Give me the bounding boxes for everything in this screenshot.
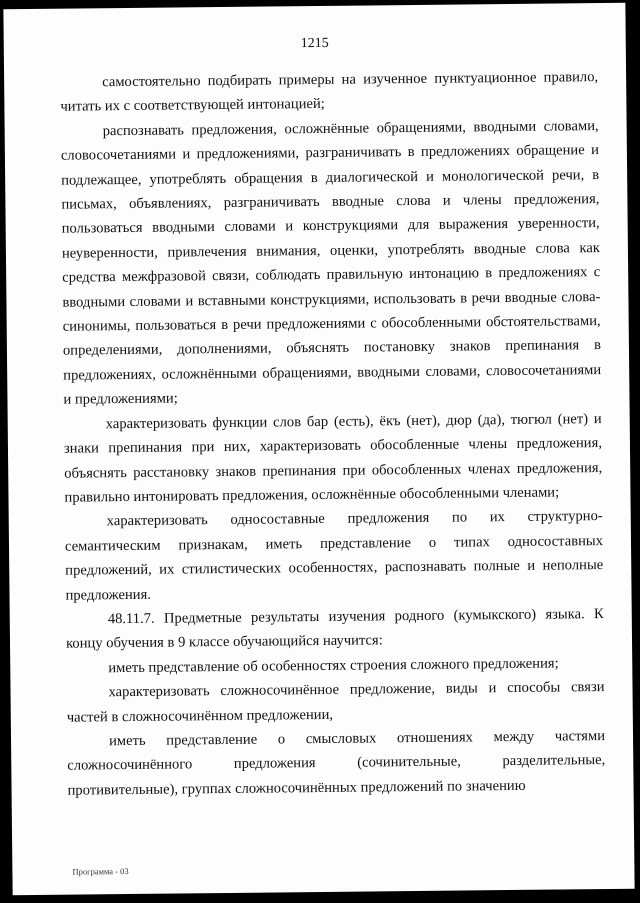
paragraph: распознавать предложения, осложнённые обращениями, вводными словами, словосочетаниями и предложениями, разграничивать в предложениях обращение и подлежащее, употреблять обращения в диалогической и монологической речи, в письмах, объявлениях, разграничивать вводные слова и члены предложения, пользоваться вводными словами и конструкциями для выражения уверенности, неуверенности, привлечения внимания, оценки, употреблять вводные слова как средства межфразовой связи, соблюдать правильную интонацию в предложениях с вводными словами и вставными конструкциями, использовать в речи вводные слова-синонимы, пользоваться в речи предложениями с обособленными обстоятельствами, определениями, дополнениями, объяснять постановку знаков препинания в предложениях, осложнёнными обращениями, вводными словами, словосочетаниями и предложениями; <box>60 117 602 408</box>
paragraph: характеризовать односоставные предложения по их структурно-семантическим признакам, иметь представление о типах односоставных предложений, их стилистических особенностях, распознавать полные и неполные предложения. <box>64 508 604 604</box>
paragraph: иметь представление о смысловых отношениях между частями сложносочинённого предложения (сочинительные, разделительные, противительные), группах сложносочинённых предложений по значению <box>67 727 606 799</box>
paragraph: иметь представление об особенностях строения сложного предложения; <box>108 655 559 676</box>
paragraph: характеризовать сложносочинённое предложение, виды и способы связи частей в сложносочинённом предложении, <box>66 679 605 726</box>
page-body <box>60 65 606 803</box>
document-page <box>3 3 634 895</box>
paragraph: самостоятельно подбирать примеры на изученное пунктуационное правило, читать их с соответствующей интонацией; <box>60 69 599 116</box>
paragraph: характеризовать функции слов бар (есть), ёкъ (нет), дюр (да), тюгюл (нет) и знаки препинания при них, характеризовать обособленные члены предложения, объяснять расстановку знаков препинания при обособленных членах предложения, правильно интонировать предложения, осложнённые обособленными членами; <box>63 410 603 506</box>
section-heading-paragraph: 48.11.7. Предметные результаты изучения родного (кумыкского) языка. К концу обучения в 9 классе обучающийся научится: <box>65 605 604 653</box>
page-number: 1215 <box>300 35 329 52</box>
page-footer: Программа - 03 <box>72 866 129 877</box>
